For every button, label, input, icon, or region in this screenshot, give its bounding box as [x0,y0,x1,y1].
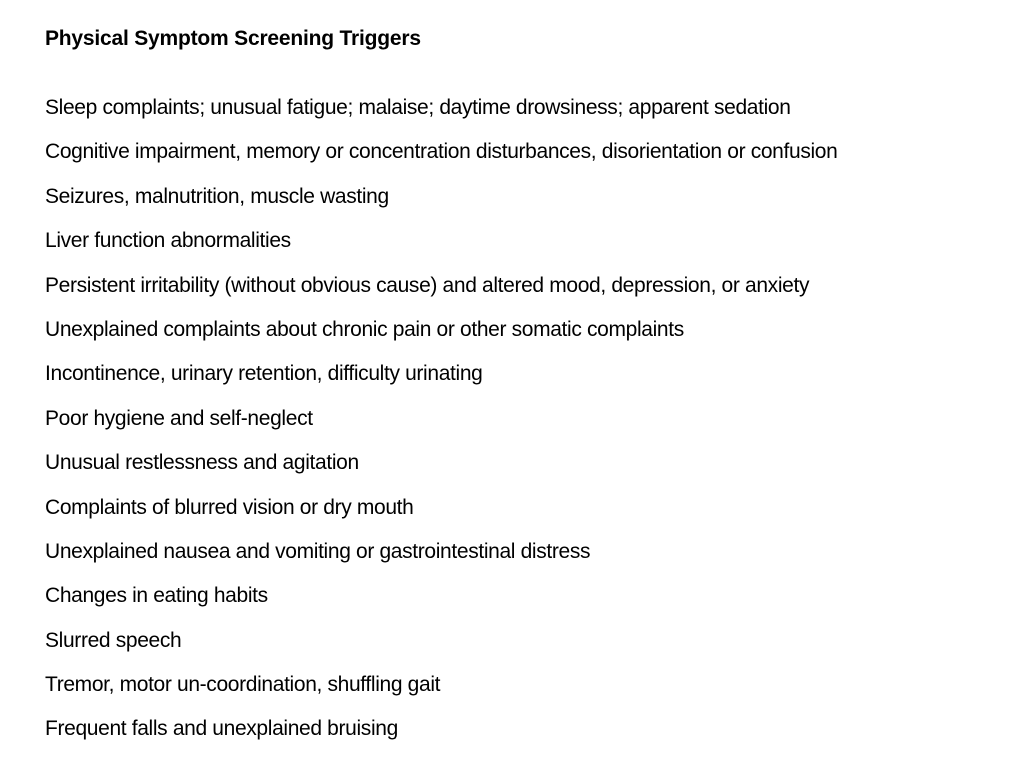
symptom-item: Persistent irritability (without obvious cause) and altered mood, depression, or anxiety [45,273,810,297]
symptom-item: Poor hygiene and self-neglect [45,406,313,430]
symptom-list [45,86,837,752]
symptom-item: Unusual restlessness and agitation [45,451,359,475]
symptom-item: Cognitive impairment, memory or concentration disturbances, disorientation or confusion [45,140,838,164]
symptom-item: Frequent falls and unexplained bruising [45,717,398,741]
symptom-item: Liver function abnormalities [45,229,291,253]
symptom-item: Complaints of blurred vision or dry mouth [45,495,414,519]
symptom-item: Changes in eating habits [45,584,268,608]
symptom-item: Tremor, motor un-coordination, shuffling gait [45,673,441,697]
symptom-item: Unexplained complaints about chronic pain or other somatic complaints [45,317,684,341]
symptom-item: Seizures, malnutrition, muscle wasting [45,184,389,208]
symptom-item: Slurred speech [45,628,182,652]
symptom-item: Sleep complaints; unusual fatigue; malaise; daytime drowsiness; apparent sedation [45,96,791,119]
symptom-item: Unexplained nausea and vomiting or gastrointestinal distress [45,539,591,563]
symptom-item: Incontinence, urinary retention, difficulty urinating [45,362,483,386]
slide-title: Physical Symptom Screening Triggers [45,27,421,50]
